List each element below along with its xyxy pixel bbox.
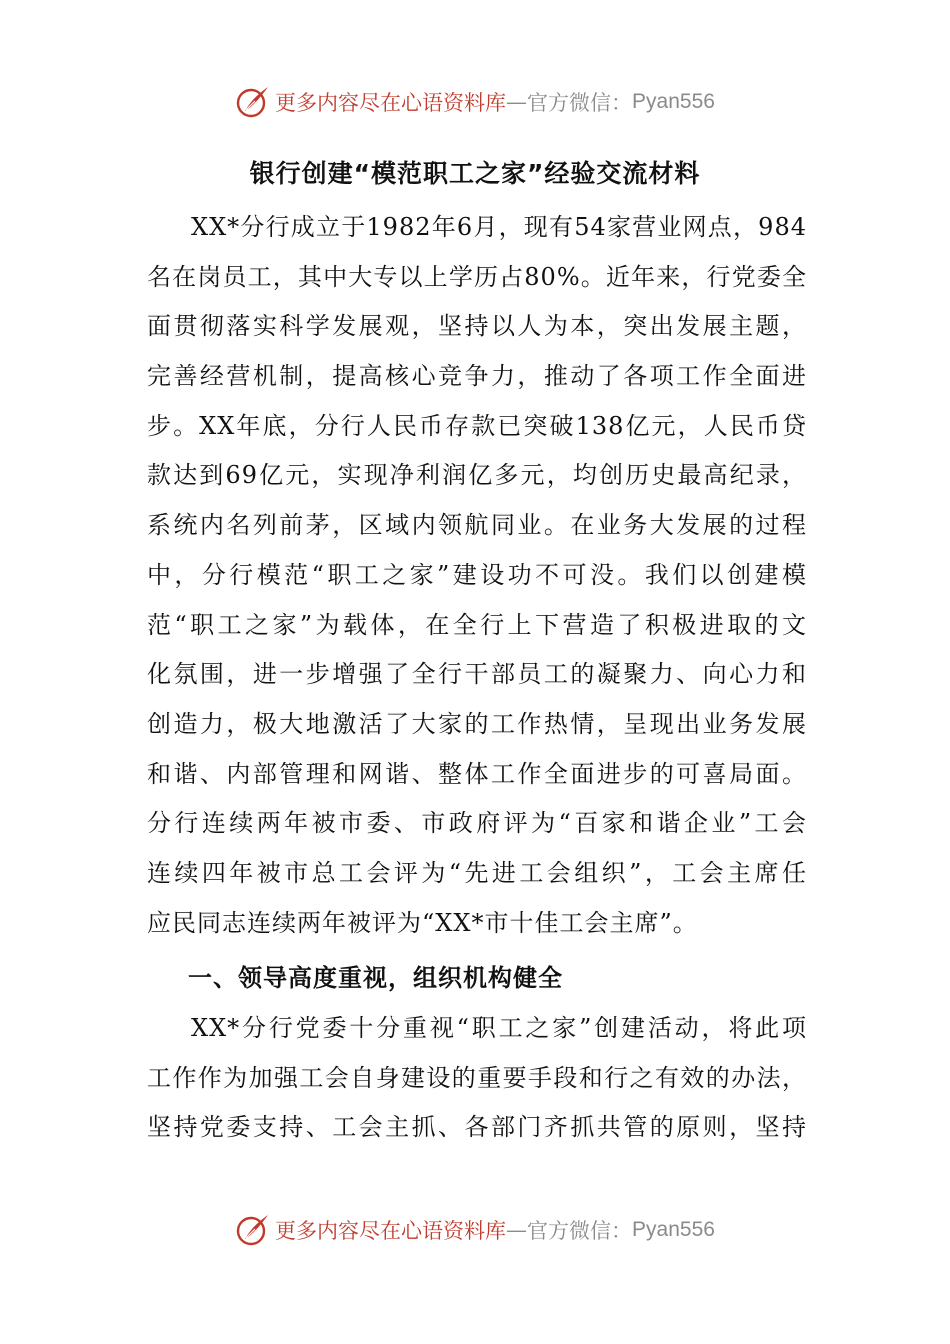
wechat-label: 官方微信： bbox=[527, 91, 633, 115]
paragraph-line: 坚持党委支持、工会主抓、各部门齐抓共管的原则，坚持 bbox=[147, 1113, 807, 1142]
paragraph-line: 名在岗员工，其中大专以上学历占80%。近年来，行党委全 bbox=[147, 262, 807, 291]
paragraph-line: 应民同志连续两年被评为“XX*市十佳工会主席”。 bbox=[147, 908, 698, 937]
promo-text: 更多内容尽在心语资料库 bbox=[275, 1219, 507, 1243]
paragraph-line: XX*分行成立于1982年6月，现有54家营业网点，984 bbox=[191, 213, 807, 241]
paragraph-line: 创造力，极大地激活了大家的工作热情，呈现出业务发展 bbox=[147, 709, 807, 738]
header-watermark-banner bbox=[0, 82, 950, 122]
paragraph-line: 分行连续两年被市委、市政府评为“百家和谐企业”工会 bbox=[147, 809, 807, 838]
paragraph-line: 面贯彻落实科学发展观，坚持以人为本，突出发展主题， bbox=[147, 312, 807, 341]
paragraph-line: 工作作为加强工会自身建设的重要手段和行之有效的办法， bbox=[147, 1063, 807, 1092]
footer-watermark-banner bbox=[0, 1210, 950, 1250]
banner-separator: — bbox=[506, 1218, 528, 1242]
paragraph-line: 化氛围，进一步增强了全行干部员工的凝聚力、向心力和 bbox=[147, 660, 807, 689]
promo-text: 更多内容尽在心语资料库 bbox=[275, 91, 507, 115]
paragraph-line: 步。XX年底，分行人民币存款已突破138亿元，人民币贷 bbox=[147, 411, 807, 440]
paragraph-line: 款达到69亿元，实现净利润亿多元，均创历史最高纪录， bbox=[147, 461, 807, 490]
paragraph-line: XX*分行党委十分重视“职工之家”创建活动，将此项 bbox=[191, 1014, 807, 1042]
quill-circle-icon bbox=[235, 1212, 271, 1248]
section1-paragraph bbox=[147, 1004, 807, 1153]
quill-circle-icon bbox=[235, 84, 271, 120]
paragraph-line: 范“职工之家”为载体，在全行上下营造了积极进取的文 bbox=[147, 610, 807, 639]
paragraph-line: 系统内名列前茅，区域内领航同业。在业务大发展的过程 bbox=[147, 511, 807, 540]
paragraph-line: 连续四年被市总工会评为“先进工会组织”，工会主席任 bbox=[147, 858, 807, 887]
paragraph-line: 完善经营机制，提高核心竞争力，推动了各项工作全面进 bbox=[147, 362, 807, 391]
document-title: 银行创建“模范职工之家”经验交流材料 bbox=[249, 159, 701, 188]
wechat-id: Pyan556 bbox=[632, 90, 715, 113]
intro-paragraph bbox=[147, 203, 807, 948]
paragraph-line: 和谐、内部管理和网谐、整体工作全面进步的可喜局面。 bbox=[147, 759, 807, 788]
section-heading: 一、领导高度重视，组织机构健全 bbox=[188, 964, 563, 992]
wechat-id: Pyan556 bbox=[632, 1218, 715, 1241]
paragraph-line: 中，分行模范“职工之家”建设功不可没。我们以创建模 bbox=[147, 560, 807, 589]
wechat-label: 官方微信： bbox=[527, 1219, 633, 1243]
banner-separator: — bbox=[506, 90, 528, 114]
